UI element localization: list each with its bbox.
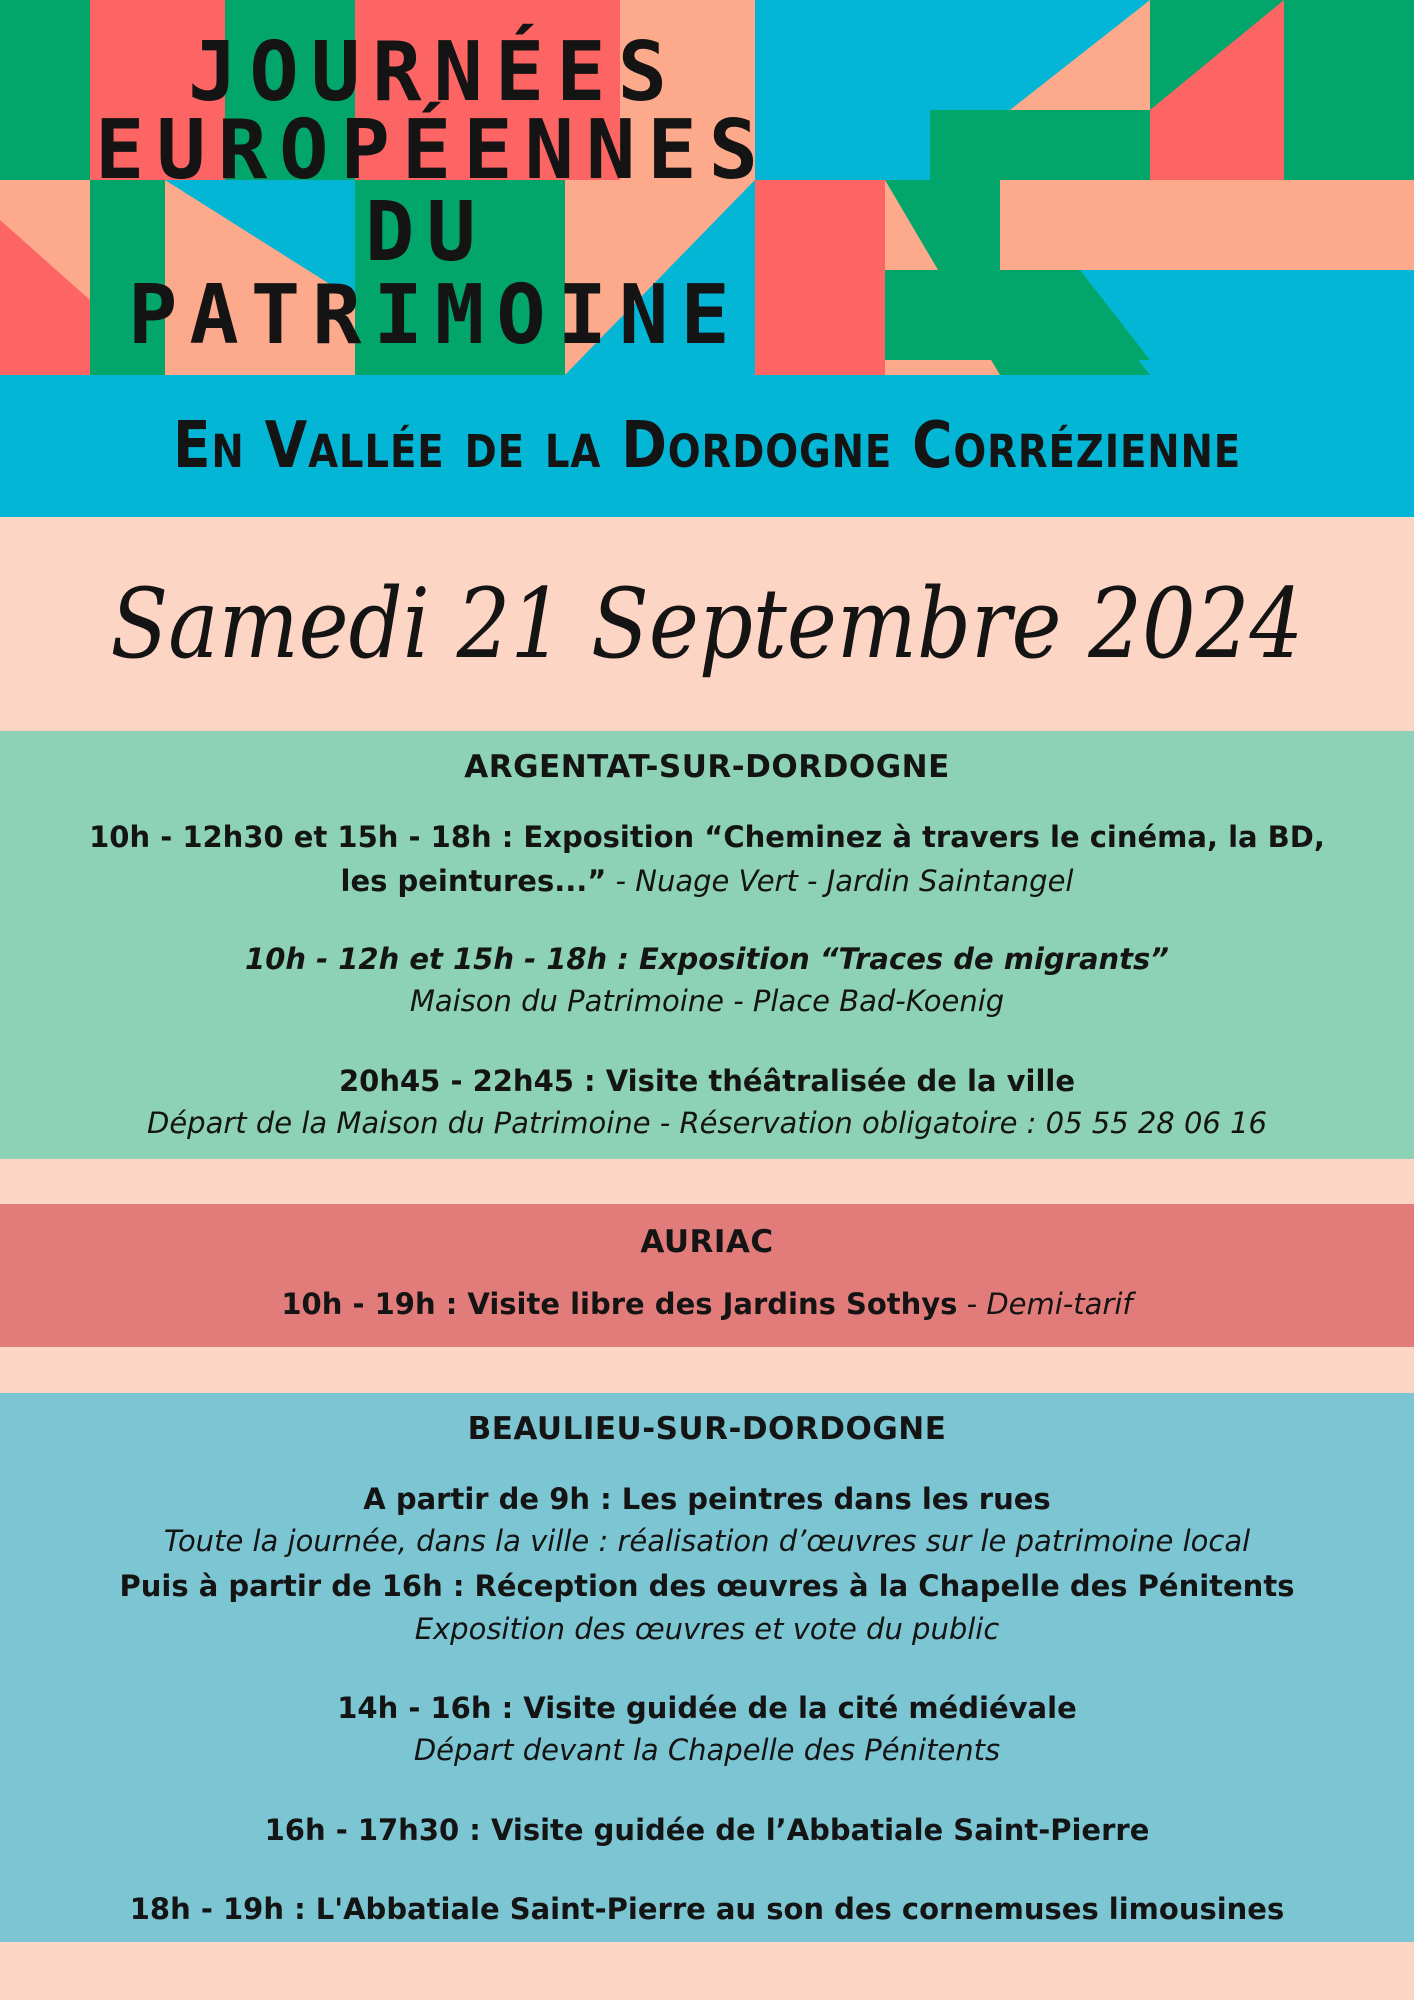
event-title: 20h45 - 22h45 : Visite théâtralisée de la ville (338, 1064, 1076, 1098)
event-title: 18h - 19h : L'Abbatiale Saint-Pierre au son des cornemuses limousines (129, 1892, 1285, 1926)
event-date: Samedi 21 Septembre 2024 (110, 568, 1304, 680)
event-detail: Maison du Patrimoine - Place Bad-Koenig (409, 984, 1005, 1018)
event-detail: - Nuage Vert - Jardin Saintangel (606, 864, 1074, 898)
event-title-continued: les peintures...” (340, 864, 607, 898)
section-beaulieu (0, 1393, 1414, 1942)
event-title: 10h - 12h30 et 15h - 18h : Exposition “Cheminez à travers le cinéma, la BD, (89, 820, 1325, 854)
event-line (0, 863, 1414, 899)
event-title: 14h - 16h : Visite guidée de la cité médiévale (337, 1691, 1077, 1725)
event-title: A partir de 9h : Les peintres dans les rues (363, 1482, 1051, 1516)
event-detail: Toute la journée, dans la ville : réalisation d’œuvres sur le patrimoine local (163, 1524, 1251, 1558)
event-detail: - Demi-tarif (957, 1287, 1133, 1321)
town-name: ARGENTAT-SUR-DORDOGNE (464, 749, 950, 785)
subtitle-band (0, 375, 1414, 517)
event-detail: Départ devant la Chapelle des Pénitents (413, 1733, 1001, 1767)
title-line-1: JOURNÉES (188, 25, 679, 120)
event-detail: Exposition des œuvres et vote du public (414, 1612, 1000, 1646)
date-band (0, 517, 1414, 731)
town-name: AURIAC (640, 1224, 774, 1260)
event-title: 10h - 19h : Visite libre des Jardins Sothys (281, 1287, 958, 1321)
town-name: BEAULIEU-SUR-DORDOGNE (467, 1411, 947, 1447)
section-auriac (0, 1204, 1414, 1347)
title-line-3: DU (365, 185, 488, 280)
section-argentat (0, 731, 1414, 1159)
event-title: 10h - 12h et 15h - 18h : Exposition “Traces de migrants” (245, 942, 1169, 976)
event-title: Puis à partir de 16h : Réception des œuvres à la Chapelle des Pénitents (119, 1569, 1295, 1603)
title-line-2: EUROPÉENNES (95, 103, 771, 198)
event-detail: Départ de la Maison du Patrimoine - Réservation obligatoire : 05 55 28 06 16 (147, 1106, 1267, 1140)
subtitle: En Vallée de la Dordogne Corrézienne (172, 409, 1242, 483)
event-title: 16h - 17h30 : Visite guidée de l’Abbatiale Saint-Pierre (264, 1813, 1150, 1847)
event-line (0, 1286, 1414, 1322)
title-line-4: PATRIMOINE (128, 268, 742, 363)
header-banner (0, 0, 1414, 375)
